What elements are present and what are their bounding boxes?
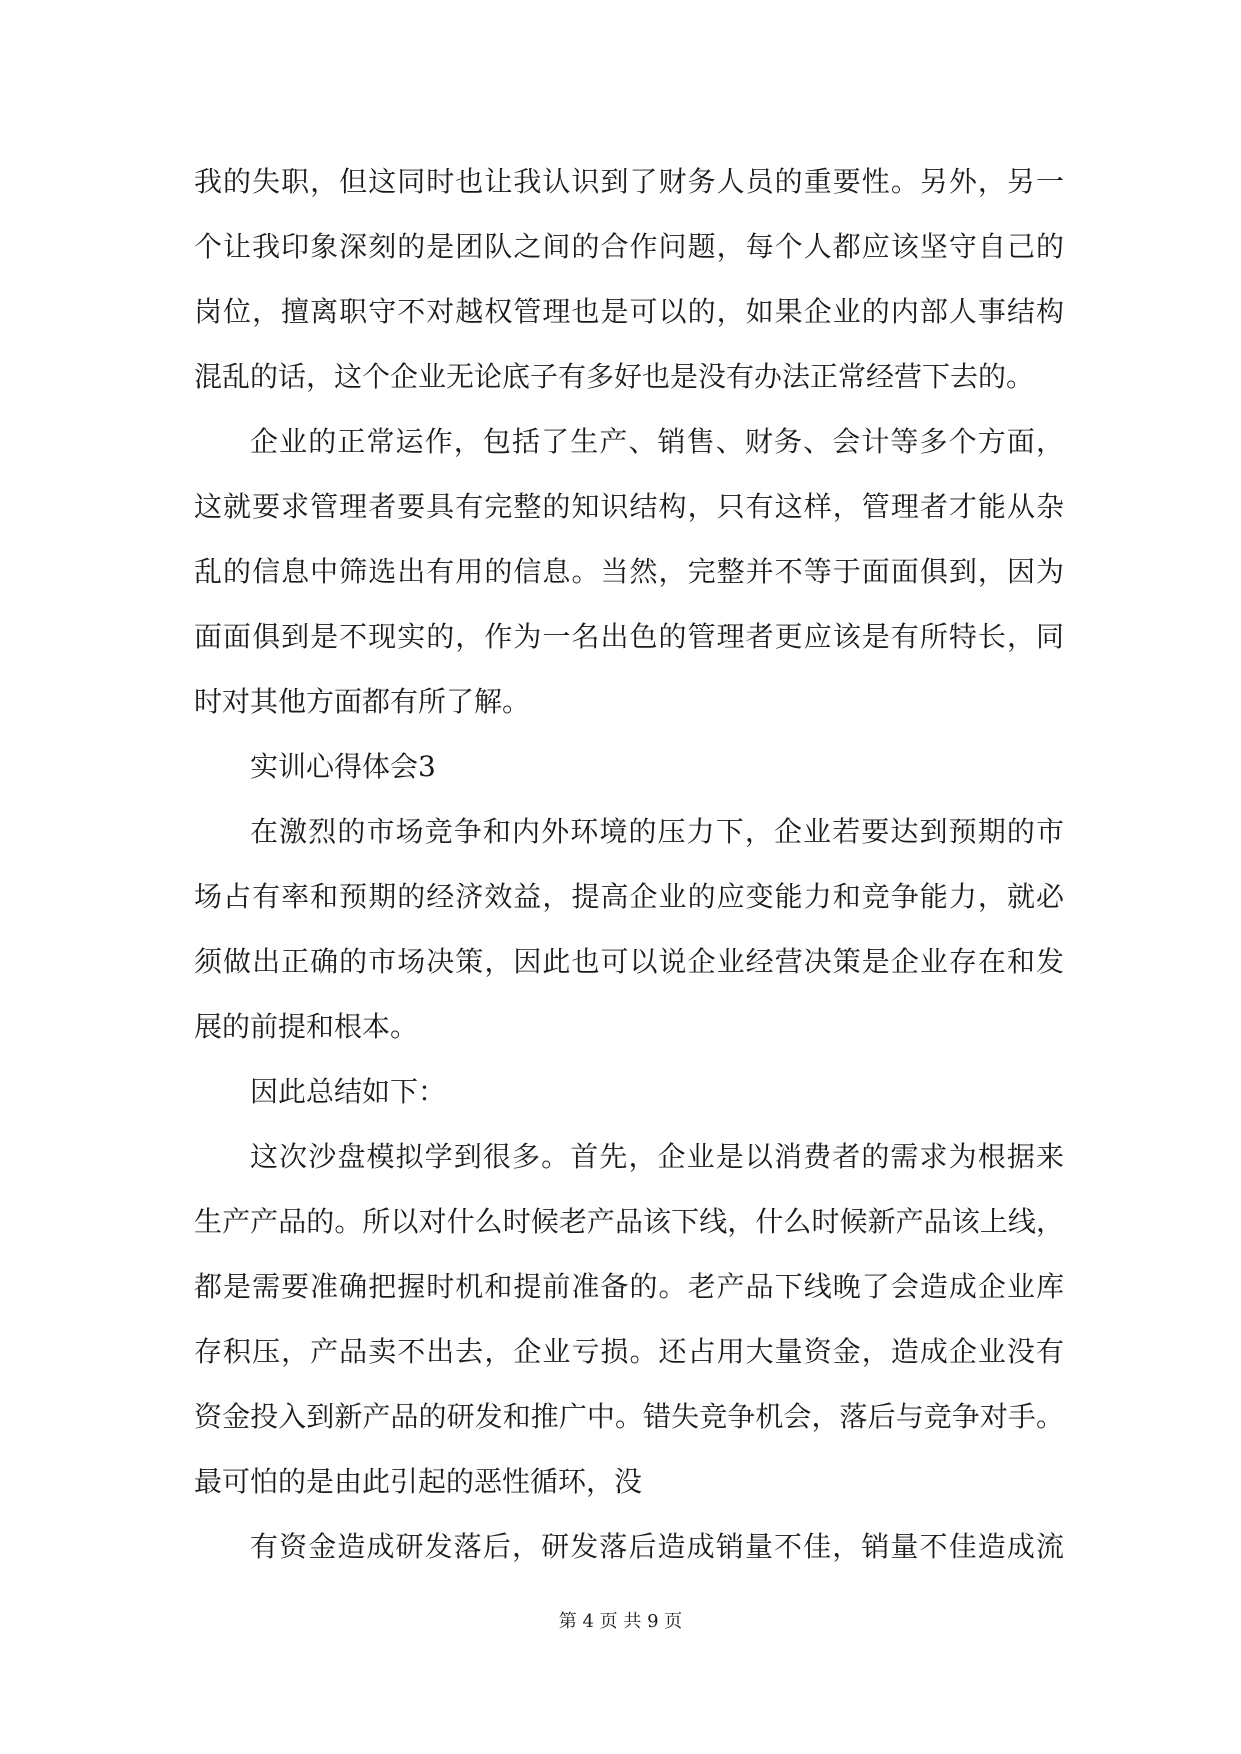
text-line: 企业的正常运作，包括了生产、销售、财务、会计等多个方面， <box>250 425 1064 458</box>
text-line: 实训心得体会3 <box>250 750 436 783</box>
text-line: 岗位，擅离职守不对越权管理也是可以的，如果企业的内部人事结构 <box>194 295 1064 328</box>
text-line: 在激烈的市场竞争和内外环境的压力下，企业若要达到预期的市 <box>250 815 1064 848</box>
text-line: 须做出正确的市场决策，因此也可以说企业经营决策是企业存在和发 <box>194 945 1064 978</box>
text-line: 有资金造成研发落后，研发落后造成销量不佳，销量不佳造成流 <box>250 1530 1064 1563</box>
text-line: 都是需要准确把握时机和提前准备的。老产品下线晚了会造成企业库 <box>194 1270 1064 1303</box>
text-line: 因此总结如下： <box>250 1075 447 1108</box>
text-line: 生产产品的。所以对什么时候老产品该下线，什么时候新产品该上线， <box>194 1205 1064 1238</box>
text-line: 混乱的话，这个企业无论底子有多好也是没有办法正常经营下去的。 <box>194 360 1035 393</box>
text-line: 时对其他方面都有所了解。 <box>194 685 531 718</box>
document-body <box>194 156 1064 1586</box>
text-line: 存积压，产品卖不出去，企业亏损。还占用大量资金，造成企业没有 <box>194 1335 1064 1368</box>
text-line: 面面俱到是不现实的，作为一名出色的管理者更应该是有所特长，同 <box>194 620 1064 653</box>
text-line: 最可怕的是由此引起的恶性循环，没 <box>194 1465 643 1498</box>
text-line: 场占有率和预期的经济效益，提高企业的应变能力和竞争能力，就必 <box>194 880 1064 913</box>
text-line: 这次沙盘模拟学到很多。首先，企业是以消费者的需求为根据来 <box>250 1140 1064 1173</box>
text-line: 我的失职，但这同时也让我认识到了财务人员的重要性。另外，另一 <box>194 165 1064 198</box>
text-line: 乱的信息中筛选出有用的信息。当然，完整并不等于面面俱到，因为 <box>194 555 1064 588</box>
text-line: 个让我印象深刻的是团队之间的合作问题，每个人都应该坚守自己的 <box>194 230 1064 263</box>
text-line: 这就要求管理者要具有完整的知识结构，只有这样，管理者才能从杂 <box>194 490 1064 523</box>
text-line: 资金投入到新产品的研发和推广中。错失竞争机会，落后与竞争对手。 <box>194 1400 1064 1433</box>
text-line: 展的前提和根本。 <box>194 1010 419 1043</box>
page-number-footer: 第 4 页 共 9 页 <box>558 1611 683 1632</box>
